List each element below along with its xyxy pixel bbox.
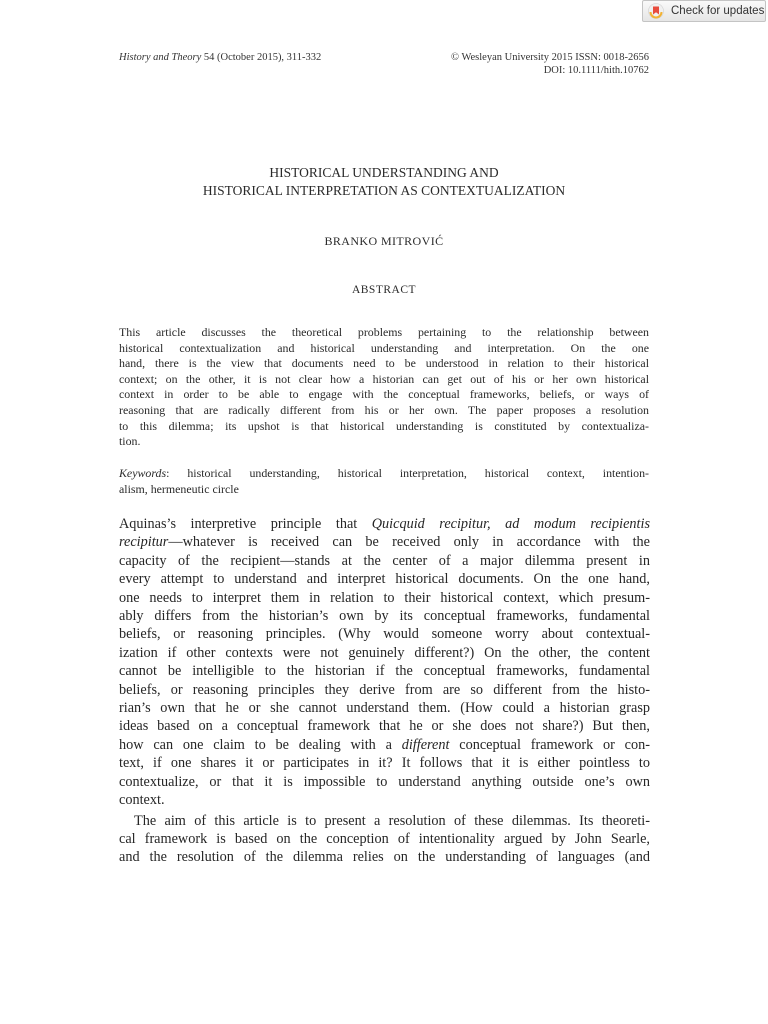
body-text-run: conceptual framework or con- (449, 736, 651, 753)
keywords-text: : historical understanding, historical interpretation, historical context, intention- (166, 466, 649, 480)
publisher-info (451, 51, 649, 77)
keywords-line: alism, hermeneutic circle (119, 481, 239, 496)
body-text-run: —whatever is received can be received only in accordance with the (168, 534, 650, 551)
latin-quote: Quicquid recipitur, ad modum recipientis (371, 516, 650, 532)
body-line: rian’s own that he or she cannot understand them. (How could a historian grasp (119, 700, 650, 717)
check-for-updates-button[interactable] (642, 0, 766, 22)
title-line-1: HISTORICAL UNDERSTANDING AND (269, 165, 499, 180)
body-line: beliefs, or reasoning principles. (Why would someone worry about contextual- (119, 626, 650, 643)
body-line: capacity of the recipient—stands at the center of a major dilemma present in (119, 552, 650, 569)
journal-name: History and Theory (119, 52, 202, 63)
abstract-text (119, 325, 649, 450)
body-line: context. (119, 792, 165, 809)
body-text (119, 515, 650, 867)
author-name: BRANKO MITROVIĆ (324, 234, 444, 248)
abstract-line: to this dilemma; its upshot is that historical understanding is constituted by contextualiza- (119, 418, 649, 433)
body-line: text, if one shares it or participates in it? It follows that it is either pointless to (119, 755, 650, 772)
crossmark-icon (648, 3, 664, 19)
keywords-label: Keywords (119, 466, 167, 480)
abstract-heading: ABSTRACT (351, 284, 417, 296)
body-line: every attempt to understand and interpret historical documents. On the one hand, (119, 571, 650, 588)
abstract-line: hand, there is the view that documents need to be understood in relation to their historical (119, 356, 649, 371)
abstract-line: This article discusses the theoretical problems pertaining to the relationship between (119, 325, 649, 339)
abstract-line: historical contextualization and historical understanding and interpretation. On the one (119, 340, 649, 355)
abstract-line: context in order to be able to engage with the conceptual frameworks, beliefs, or ways of (119, 387, 649, 402)
check-for-updates-label: Check for updates (671, 5, 765, 17)
body-line: one needs to interpret them in relation to their historical context, which presum- (119, 589, 650, 606)
body-line: cal framework is based on the conception of intentionality argued by John Searle, (119, 830, 650, 847)
body-line: and the resolution of the dilemma relies on the understanding of languages (and (119, 849, 650, 866)
abstract-line: context; on the other, it is not clear how a historian can get out of his or her own historical (119, 371, 649, 386)
body-line: cannot be intelligible to the historian if the conceptual frameworks, fundamental (119, 663, 650, 680)
emphasis: different (401, 736, 450, 753)
title-line-2: HISTORICAL INTERPRETATION AS CONTEXTUALIZATION (202, 183, 566, 198)
copyright-line: © Wesleyan University 2015 ISSN: 0018-2656 (451, 52, 649, 63)
body-line: ideas based on a conceptual framework that he or she does not share?) But then, (119, 718, 650, 735)
article-title (0, 164, 768, 200)
journal-volume: 54 (October 2015), 311-332 (201, 52, 322, 63)
body-line: ization if other contexts were not genuinely different?) On the other, the content (119, 644, 650, 661)
body-line: contextualize, or that it is impossible to understand anything outside one’s own (119, 773, 650, 790)
keywords (119, 466, 649, 497)
body-line: ably differs from the historian’s own by its conceptual frameworks, fundamental (119, 608, 650, 625)
body-line (119, 533, 650, 551)
abstract-line: tion. (119, 434, 141, 449)
keywords-line (119, 466, 649, 482)
doi-line: DOI: 10.1111/hith.10762 (543, 65, 649, 76)
journal-citation (119, 51, 321, 64)
body-line (119, 515, 650, 533)
abstract-line: reasoning that are radically different from his or her own. The paper proposes a resolution (119, 402, 649, 417)
body-line (119, 736, 650, 754)
latin-quote-end: recipitur (119, 534, 169, 551)
body-text-run: how can one claim to be dealing with a (119, 736, 402, 753)
body-line: The aim of this article is to present a resolution of these dilemmas. Its theoreti- (134, 812, 650, 829)
body-line: beliefs, or reasoning principles they derive from are so different from the histo- (119, 681, 650, 698)
body-text-run: Aquinas’s interpretive principle that (119, 516, 372, 532)
